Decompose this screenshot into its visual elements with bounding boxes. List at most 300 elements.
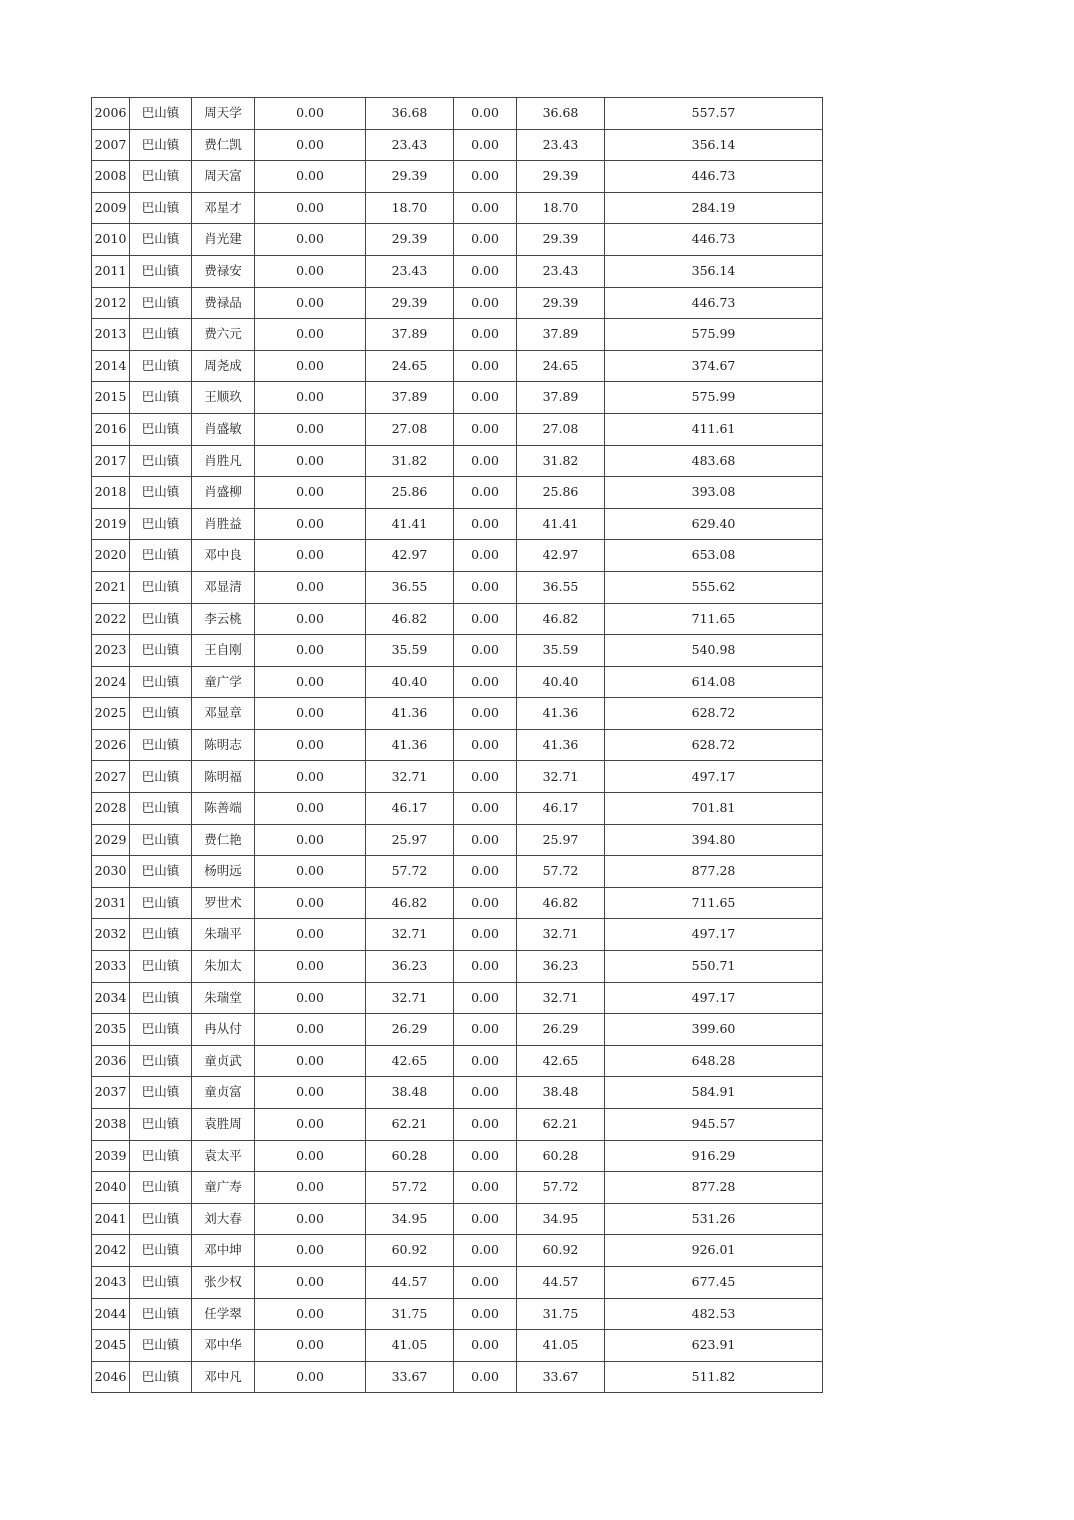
value-cell-2: 37.89 xyxy=(366,382,454,414)
town-cell: 巴山镇 xyxy=(130,571,192,603)
person-name-cell: 肖盛柳 xyxy=(192,477,255,509)
value-cell-3: 0.00 xyxy=(454,856,517,888)
value-cell-4: 25.97 xyxy=(517,824,605,856)
value-cell-4: 62.21 xyxy=(517,1109,605,1141)
person-name-cell: 袁胜周 xyxy=(192,1109,255,1141)
table-row xyxy=(92,508,823,540)
person-name-cell: 罗世术 xyxy=(192,887,255,919)
person-name-cell: 邓中华 xyxy=(192,1330,255,1362)
value-cell-2: 62.21 xyxy=(366,1109,454,1141)
value-cell-4: 41.36 xyxy=(517,729,605,761)
town-cell: 巴山镇 xyxy=(130,666,192,698)
person-name-cell: 周天富 xyxy=(192,161,255,193)
town-cell: 巴山镇 xyxy=(130,635,192,667)
table-row xyxy=(92,698,823,730)
table-row xyxy=(92,1235,823,1267)
town-cell: 巴山镇 xyxy=(130,287,192,319)
person-name-cell: 朱瑞堂 xyxy=(192,982,255,1014)
amount-cell: 584.91 xyxy=(605,1077,823,1109)
value-cell-1: 0.00 xyxy=(255,1235,366,1267)
table-row xyxy=(92,382,823,414)
value-cell-2: 41.36 xyxy=(366,729,454,761)
value-cell-4: 41.05 xyxy=(517,1330,605,1362)
value-cell-1: 0.00 xyxy=(255,1172,366,1204)
table-row xyxy=(92,255,823,287)
value-cell-1: 0.00 xyxy=(255,698,366,730)
value-cell-1: 0.00 xyxy=(255,161,366,193)
value-cell-3: 0.00 xyxy=(454,413,517,445)
town-cell: 巴山镇 xyxy=(130,477,192,509)
amount-cell: 284.19 xyxy=(605,192,823,224)
value-cell-2: 26.29 xyxy=(366,1014,454,1046)
person-name-cell: 朱瑞平 xyxy=(192,919,255,951)
value-cell-4: 29.39 xyxy=(517,287,605,319)
value-cell-2: 32.71 xyxy=(366,761,454,793)
town-cell: 巴山镇 xyxy=(130,224,192,256)
amount-cell: 916.29 xyxy=(605,1140,823,1172)
town-cell: 巴山镇 xyxy=(130,382,192,414)
row-id-cell: 2043 xyxy=(92,1266,130,1298)
value-cell-3: 0.00 xyxy=(454,98,517,130)
value-cell-2: 60.92 xyxy=(366,1235,454,1267)
value-cell-3: 0.00 xyxy=(454,445,517,477)
amount-cell: 356.14 xyxy=(605,255,823,287)
value-cell-4: 35.59 xyxy=(517,635,605,667)
town-cell: 巴山镇 xyxy=(130,255,192,287)
table-row xyxy=(92,477,823,509)
row-id-cell: 2046 xyxy=(92,1361,130,1393)
value-cell-2: 60.28 xyxy=(366,1140,454,1172)
value-cell-3: 0.00 xyxy=(454,540,517,572)
value-cell-1: 0.00 xyxy=(255,255,366,287)
value-cell-4: 18.70 xyxy=(517,192,605,224)
value-cell-2: 29.39 xyxy=(366,161,454,193)
value-cell-4: 27.08 xyxy=(517,413,605,445)
town-cell: 巴山镇 xyxy=(130,445,192,477)
town-cell: 巴山镇 xyxy=(130,1266,192,1298)
value-cell-4: 57.72 xyxy=(517,856,605,888)
value-cell-4: 32.71 xyxy=(517,761,605,793)
row-id-cell: 2016 xyxy=(92,413,130,445)
value-cell-3: 0.00 xyxy=(454,1266,517,1298)
table-row xyxy=(92,1361,823,1393)
row-id-cell: 2041 xyxy=(92,1203,130,1235)
table-row xyxy=(92,161,823,193)
value-cell-1: 0.00 xyxy=(255,319,366,351)
amount-cell: 711.65 xyxy=(605,887,823,919)
town-cell: 巴山镇 xyxy=(130,856,192,888)
table-row xyxy=(92,1045,823,1077)
amount-cell: 411.61 xyxy=(605,413,823,445)
person-name-cell: 袁太平 xyxy=(192,1140,255,1172)
amount-cell: 531.26 xyxy=(605,1203,823,1235)
value-cell-1: 0.00 xyxy=(255,635,366,667)
value-cell-3: 0.00 xyxy=(454,129,517,161)
row-id-cell: 2037 xyxy=(92,1077,130,1109)
value-cell-2: 35.59 xyxy=(366,635,454,667)
amount-cell: 711.65 xyxy=(605,603,823,635)
amount-cell: 555.62 xyxy=(605,571,823,603)
value-cell-3: 0.00 xyxy=(454,824,517,856)
row-id-cell: 2031 xyxy=(92,887,130,919)
person-name-cell: 陈明福 xyxy=(192,761,255,793)
value-cell-2: 38.48 xyxy=(366,1077,454,1109)
town-cell: 巴山镇 xyxy=(130,1172,192,1204)
value-cell-3: 0.00 xyxy=(454,1298,517,1330)
value-cell-3: 0.00 xyxy=(454,508,517,540)
row-id-cell: 2023 xyxy=(92,635,130,667)
table-body xyxy=(92,98,823,1393)
row-id-cell: 2032 xyxy=(92,919,130,951)
row-id-cell: 2009 xyxy=(92,192,130,224)
value-cell-4: 24.65 xyxy=(517,350,605,382)
value-cell-2: 46.82 xyxy=(366,603,454,635)
value-cell-1: 0.00 xyxy=(255,919,366,951)
value-cell-2: 42.65 xyxy=(366,1045,454,1077)
value-cell-2: 37.89 xyxy=(366,319,454,351)
value-cell-4: 26.29 xyxy=(517,1014,605,1046)
row-id-cell: 2013 xyxy=(92,319,130,351)
value-cell-1: 0.00 xyxy=(255,477,366,509)
value-cell-4: 36.68 xyxy=(517,98,605,130)
amount-cell: 446.73 xyxy=(605,287,823,319)
town-cell: 巴山镇 xyxy=(130,350,192,382)
value-cell-1: 0.00 xyxy=(255,571,366,603)
row-id-cell: 2025 xyxy=(92,698,130,730)
value-cell-3: 0.00 xyxy=(454,1014,517,1046)
town-cell: 巴山镇 xyxy=(130,98,192,130)
amount-cell: 945.57 xyxy=(605,1109,823,1141)
value-cell-1: 0.00 xyxy=(255,1014,366,1046)
amount-cell: 482.53 xyxy=(605,1298,823,1330)
town-cell: 巴山镇 xyxy=(130,1298,192,1330)
amount-cell: 374.67 xyxy=(605,350,823,382)
row-id-cell: 2021 xyxy=(92,571,130,603)
amount-cell: 575.99 xyxy=(605,382,823,414)
value-cell-3: 0.00 xyxy=(454,319,517,351)
value-cell-1: 0.00 xyxy=(255,1330,366,1362)
value-cell-2: 32.71 xyxy=(366,919,454,951)
amount-cell: 677.45 xyxy=(605,1266,823,1298)
value-cell-3: 0.00 xyxy=(454,729,517,761)
amount-cell: 356.14 xyxy=(605,129,823,161)
amount-cell: 557.57 xyxy=(605,98,823,130)
town-cell: 巴山镇 xyxy=(130,1077,192,1109)
value-cell-1: 0.00 xyxy=(255,729,366,761)
row-id-cell: 2018 xyxy=(92,477,130,509)
value-cell-3: 0.00 xyxy=(454,192,517,224)
person-name-cell: 肖光建 xyxy=(192,224,255,256)
data-table xyxy=(91,97,823,1393)
table-row xyxy=(92,856,823,888)
person-name-cell: 费仁艳 xyxy=(192,824,255,856)
person-name-cell: 肖胜益 xyxy=(192,508,255,540)
amount-cell: 483.68 xyxy=(605,445,823,477)
table-row xyxy=(92,413,823,445)
value-cell-1: 0.00 xyxy=(255,982,366,1014)
value-cell-3: 0.00 xyxy=(454,635,517,667)
value-cell-4: 33.67 xyxy=(517,1361,605,1393)
town-cell: 巴山镇 xyxy=(130,319,192,351)
person-name-cell: 邓中凡 xyxy=(192,1361,255,1393)
table-row xyxy=(92,824,823,856)
value-cell-2: 36.68 xyxy=(366,98,454,130)
town-cell: 巴山镇 xyxy=(130,192,192,224)
person-name-cell: 邓显章 xyxy=(192,698,255,730)
value-cell-2: 32.71 xyxy=(366,982,454,1014)
value-cell-3: 0.00 xyxy=(454,477,517,509)
person-name-cell: 费六元 xyxy=(192,319,255,351)
value-cell-3: 0.00 xyxy=(454,350,517,382)
value-cell-1: 0.00 xyxy=(255,887,366,919)
amount-cell: 575.99 xyxy=(605,319,823,351)
amount-cell: 399.60 xyxy=(605,1014,823,1046)
value-cell-1: 0.00 xyxy=(255,666,366,698)
value-cell-3: 0.00 xyxy=(454,255,517,287)
value-cell-3: 0.00 xyxy=(454,1172,517,1204)
town-cell: 巴山镇 xyxy=(130,1014,192,1046)
value-cell-2: 36.23 xyxy=(366,951,454,983)
table-row xyxy=(92,1014,823,1046)
person-name-cell: 陈明志 xyxy=(192,729,255,761)
value-cell-1: 0.00 xyxy=(255,382,366,414)
row-id-cell: 2033 xyxy=(92,951,130,983)
amount-cell: 653.08 xyxy=(605,540,823,572)
value-cell-1: 0.00 xyxy=(255,540,366,572)
table-row xyxy=(92,571,823,603)
value-cell-4: 40.40 xyxy=(517,666,605,698)
value-cell-4: 31.75 xyxy=(517,1298,605,1330)
amount-cell: 648.28 xyxy=(605,1045,823,1077)
value-cell-2: 29.39 xyxy=(366,287,454,319)
value-cell-3: 0.00 xyxy=(454,1140,517,1172)
value-cell-3: 0.00 xyxy=(454,919,517,951)
value-cell-2: 24.65 xyxy=(366,350,454,382)
value-cell-3: 0.00 xyxy=(454,571,517,603)
row-id-cell: 2022 xyxy=(92,603,130,635)
town-cell: 巴山镇 xyxy=(130,413,192,445)
person-name-cell: 王自刚 xyxy=(192,635,255,667)
value-cell-4: 34.95 xyxy=(517,1203,605,1235)
value-cell-2: 41.05 xyxy=(366,1330,454,1362)
amount-cell: 497.17 xyxy=(605,919,823,951)
table-row xyxy=(92,729,823,761)
person-name-cell: 杨明远 xyxy=(192,856,255,888)
town-cell: 巴山镇 xyxy=(130,1330,192,1362)
value-cell-2: 27.08 xyxy=(366,413,454,445)
table-row xyxy=(92,603,823,635)
town-cell: 巴山镇 xyxy=(130,540,192,572)
town-cell: 巴山镇 xyxy=(130,1235,192,1267)
town-cell: 巴山镇 xyxy=(130,919,192,951)
value-cell-1: 0.00 xyxy=(255,1266,366,1298)
value-cell-1: 0.00 xyxy=(255,98,366,130)
value-cell-4: 31.82 xyxy=(517,445,605,477)
person-name-cell: 刘大春 xyxy=(192,1203,255,1235)
amount-cell: 623.91 xyxy=(605,1330,823,1362)
value-cell-4: 23.43 xyxy=(517,255,605,287)
amount-cell: 701.81 xyxy=(605,793,823,825)
person-name-cell: 邓中良 xyxy=(192,540,255,572)
value-cell-4: 36.55 xyxy=(517,571,605,603)
person-name-cell: 童广寿 xyxy=(192,1172,255,1204)
value-cell-3: 0.00 xyxy=(454,761,517,793)
table-row xyxy=(92,224,823,256)
table-row xyxy=(92,1266,823,1298)
value-cell-1: 0.00 xyxy=(255,761,366,793)
value-cell-1: 0.00 xyxy=(255,603,366,635)
person-name-cell: 张少权 xyxy=(192,1266,255,1298)
amount-cell: 446.73 xyxy=(605,224,823,256)
value-cell-4: 60.92 xyxy=(517,1235,605,1267)
value-cell-2: 31.75 xyxy=(366,1298,454,1330)
value-cell-4: 42.65 xyxy=(517,1045,605,1077)
person-name-cell: 邓中坤 xyxy=(192,1235,255,1267)
value-cell-3: 0.00 xyxy=(454,603,517,635)
row-id-cell: 2014 xyxy=(92,350,130,382)
person-name-cell: 邓星才 xyxy=(192,192,255,224)
person-name-cell: 周天学 xyxy=(192,98,255,130)
town-cell: 巴山镇 xyxy=(130,698,192,730)
table-row xyxy=(92,287,823,319)
row-id-cell: 2036 xyxy=(92,1045,130,1077)
row-id-cell: 2017 xyxy=(92,445,130,477)
amount-cell: 629.40 xyxy=(605,508,823,540)
value-cell-2: 18.70 xyxy=(366,192,454,224)
amount-cell: 614.08 xyxy=(605,666,823,698)
row-id-cell: 2045 xyxy=(92,1330,130,1362)
table-row xyxy=(92,919,823,951)
row-id-cell: 2029 xyxy=(92,824,130,856)
row-id-cell: 2034 xyxy=(92,982,130,1014)
row-id-cell: 2028 xyxy=(92,793,130,825)
value-cell-2: 34.95 xyxy=(366,1203,454,1235)
value-cell-4: 36.23 xyxy=(517,951,605,983)
table-row xyxy=(92,1109,823,1141)
table-row xyxy=(92,129,823,161)
value-cell-4: 41.41 xyxy=(517,508,605,540)
value-cell-2: 41.36 xyxy=(366,698,454,730)
value-cell-2: 41.41 xyxy=(366,508,454,540)
value-cell-1: 0.00 xyxy=(255,951,366,983)
table-row xyxy=(92,1172,823,1204)
row-id-cell: 2027 xyxy=(92,761,130,793)
person-name-cell: 邓显清 xyxy=(192,571,255,603)
value-cell-4: 41.36 xyxy=(517,698,605,730)
amount-cell: 550.71 xyxy=(605,951,823,983)
person-name-cell: 费仁凯 xyxy=(192,129,255,161)
row-id-cell: 2011 xyxy=(92,255,130,287)
amount-cell: 511.82 xyxy=(605,1361,823,1393)
town-cell: 巴山镇 xyxy=(130,1203,192,1235)
person-name-cell: 冉从付 xyxy=(192,1014,255,1046)
value-cell-3: 0.00 xyxy=(454,382,517,414)
row-id-cell: 2020 xyxy=(92,540,130,572)
value-cell-3: 0.00 xyxy=(454,1203,517,1235)
person-name-cell: 朱加太 xyxy=(192,951,255,983)
table-row xyxy=(92,951,823,983)
value-cell-3: 0.00 xyxy=(454,793,517,825)
person-name-cell: 童贞武 xyxy=(192,1045,255,1077)
value-cell-3: 0.00 xyxy=(454,224,517,256)
value-cell-1: 0.00 xyxy=(255,856,366,888)
value-cell-3: 0.00 xyxy=(454,698,517,730)
town-cell: 巴山镇 xyxy=(130,951,192,983)
value-cell-4: 29.39 xyxy=(517,224,605,256)
amount-cell: 497.17 xyxy=(605,761,823,793)
person-name-cell: 肖盛敏 xyxy=(192,413,255,445)
value-cell-3: 0.00 xyxy=(454,1109,517,1141)
table-row xyxy=(92,887,823,919)
row-id-cell: 2012 xyxy=(92,287,130,319)
person-name-cell: 童贞富 xyxy=(192,1077,255,1109)
row-id-cell: 2010 xyxy=(92,224,130,256)
value-cell-4: 32.71 xyxy=(517,982,605,1014)
row-id-cell: 2040 xyxy=(92,1172,130,1204)
row-id-cell: 2006 xyxy=(92,98,130,130)
value-cell-1: 0.00 xyxy=(255,824,366,856)
value-cell-2: 29.39 xyxy=(366,224,454,256)
value-cell-3: 0.00 xyxy=(454,666,517,698)
value-cell-1: 0.00 xyxy=(255,445,366,477)
amount-cell: 446.73 xyxy=(605,161,823,193)
value-cell-4: 37.89 xyxy=(517,382,605,414)
value-cell-1: 0.00 xyxy=(255,793,366,825)
value-cell-2: 57.72 xyxy=(366,1172,454,1204)
value-cell-2: 44.57 xyxy=(366,1266,454,1298)
row-id-cell: 2007 xyxy=(92,129,130,161)
value-cell-1: 0.00 xyxy=(255,287,366,319)
town-cell: 巴山镇 xyxy=(130,1045,192,1077)
value-cell-3: 0.00 xyxy=(454,1077,517,1109)
table-row xyxy=(92,319,823,351)
amount-cell: 540.98 xyxy=(605,635,823,667)
value-cell-1: 0.00 xyxy=(255,413,366,445)
row-id-cell: 2030 xyxy=(92,856,130,888)
amount-cell: 877.28 xyxy=(605,1172,823,1204)
value-cell-2: 25.97 xyxy=(366,824,454,856)
value-cell-4: 46.17 xyxy=(517,793,605,825)
value-cell-1: 0.00 xyxy=(255,1109,366,1141)
table-row xyxy=(92,1298,823,1330)
value-cell-4: 46.82 xyxy=(517,887,605,919)
table-row xyxy=(92,1077,823,1109)
value-cell-4: 44.57 xyxy=(517,1266,605,1298)
value-cell-4: 38.48 xyxy=(517,1077,605,1109)
value-cell-1: 0.00 xyxy=(255,1077,366,1109)
person-name-cell: 王顺玖 xyxy=(192,382,255,414)
row-id-cell: 2019 xyxy=(92,508,130,540)
person-name-cell: 陈善端 xyxy=(192,793,255,825)
person-name-cell: 费禄品 xyxy=(192,287,255,319)
value-cell-4: 42.97 xyxy=(517,540,605,572)
value-cell-1: 0.00 xyxy=(255,192,366,224)
amount-cell: 497.17 xyxy=(605,982,823,1014)
value-cell-3: 0.00 xyxy=(454,1235,517,1267)
value-cell-1: 0.00 xyxy=(255,1203,366,1235)
town-cell: 巴山镇 xyxy=(130,161,192,193)
value-cell-1: 0.00 xyxy=(255,1361,366,1393)
table-row xyxy=(92,1140,823,1172)
value-cell-2: 57.72 xyxy=(366,856,454,888)
value-cell-3: 0.00 xyxy=(454,287,517,319)
town-cell: 巴山镇 xyxy=(130,761,192,793)
value-cell-3: 0.00 xyxy=(454,982,517,1014)
value-cell-2: 23.43 xyxy=(366,129,454,161)
value-cell-1: 0.00 xyxy=(255,1298,366,1330)
row-id-cell: 2015 xyxy=(92,382,130,414)
value-cell-3: 0.00 xyxy=(454,887,517,919)
